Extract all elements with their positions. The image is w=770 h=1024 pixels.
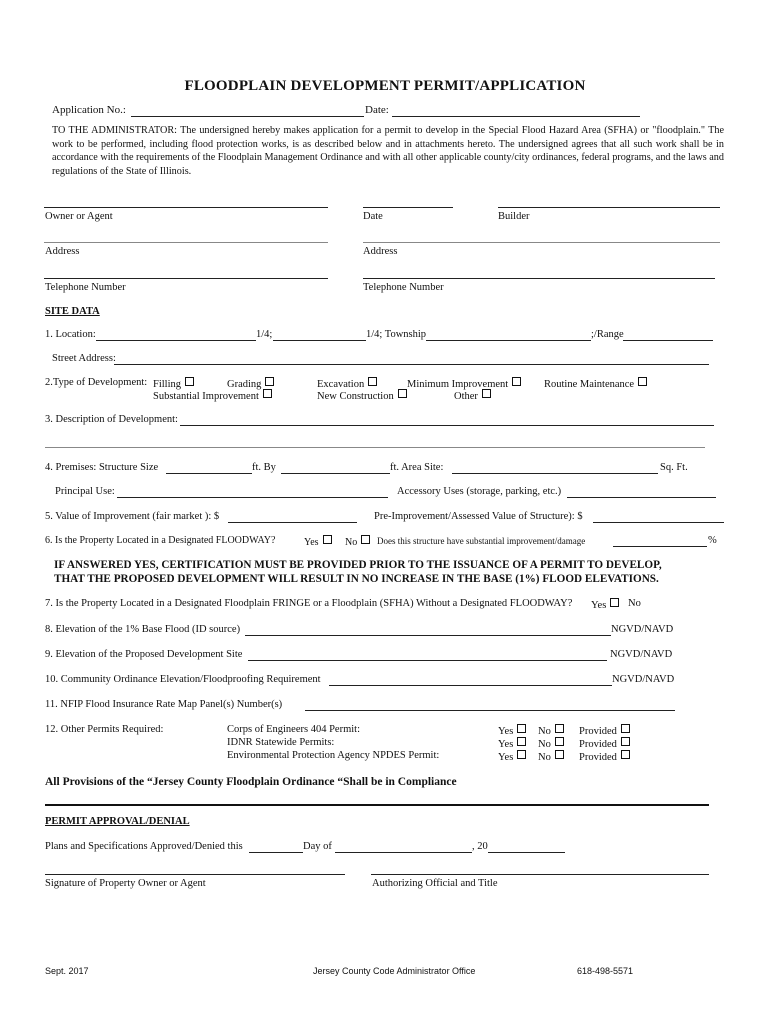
owner-date-field[interactable] [363, 207, 453, 208]
fringe-question: 7. Is the Property Located in a Designated Floodplain FRINGE or a Floodplain (SFHA) Without a Designated FLOODWAY? [45, 598, 573, 609]
floodway-yes-label: Yes [304, 537, 319, 548]
fringe-yes-checkbox[interactable] [610, 598, 619, 607]
description-field-2[interactable] [45, 447, 705, 448]
street-address-field[interactable] [114, 364, 709, 365]
routine-maint-label: Routine Maintenance [544, 379, 635, 390]
floodway-no-label: No [345, 537, 358, 548]
excavation-checkbox[interactable] [368, 377, 377, 386]
permit-npdes-name: Environmental Protection Agency NPDES Permit: [227, 750, 440, 761]
grading-checkbox[interactable] [265, 377, 274, 386]
permit-npdes-provided-checkbox[interactable] [621, 750, 630, 759]
owner-label: Owner or Agent [45, 211, 113, 222]
q8-unit: NGVD/NAVD [611, 624, 674, 635]
owner-phone-field[interactable] [44, 278, 328, 279]
description-label: 3. Description of Development: [45, 414, 178, 425]
description-field-1[interactable] [180, 425, 714, 426]
ft-by-label: ft. By [252, 462, 276, 473]
permit-idnr-no[interactable] [538, 737, 564, 750]
permit-corps-no[interactable] [538, 724, 564, 737]
routine-maint-checkbox[interactable] [638, 377, 647, 386]
substantial-label: Substantial Improvement [153, 391, 259, 402]
filling-label: Filling [153, 379, 182, 390]
official-signature-field[interactable] [371, 874, 709, 875]
fringe-no-label: No [628, 598, 641, 609]
value-label: 5. Value of Improvement (fair market ): $ [45, 511, 220, 522]
principal-use-field[interactable] [117, 497, 388, 498]
permit-corps-no-checkbox[interactable] [555, 724, 564, 733]
other-option[interactable] [454, 389, 491, 402]
township-field[interactable] [426, 340, 591, 341]
q10-label: 10. Community Ordinance Elevation/Floodproofing Requirement [45, 674, 321, 685]
ft-area-label: ft. Area Site: [390, 462, 444, 473]
permit-corps-no-label: No [538, 726, 551, 737]
premises-label: 4. Premises: Structure Size [45, 462, 159, 473]
structure-size-field[interactable] [166, 473, 252, 474]
q9-label: 9. Elevation of the Proposed Development Site [45, 649, 243, 660]
new-construction-label: New Construction [317, 391, 394, 402]
warning-line-2: THAT THE PROPOSED DEVELOPMENT WILL RESULT IN NO INCREASE IN THE BASE (1%) FLOOD ELEVATIONS. [54, 573, 659, 585]
permit-corps-provided[interactable] [579, 724, 630, 737]
q10-field[interactable] [329, 685, 612, 686]
permit-corps-yes-checkbox[interactable] [517, 724, 526, 733]
substantial-option[interactable] [153, 389, 272, 402]
permit-npdes-yes[interactable] [498, 750, 526, 763]
structure-by-field[interactable] [281, 473, 390, 474]
permit-idnr-provided[interactable] [579, 737, 630, 750]
accessory-uses-field[interactable] [567, 497, 716, 498]
fringe-yes-label: Yes [591, 600, 607, 611]
permit-npdes-yes-checkbox[interactable] [517, 750, 526, 759]
value-field[interactable] [228, 522, 357, 523]
application-no-field[interactable] [131, 116, 364, 117]
warning-line-1: IF ANSWERED YES, CERTIFICATION MUST BE PROVIDED PRIOR TO THE ISSUANCE OF A PERMIT TO DEVELOP, [54, 559, 662, 571]
location-field-1[interactable] [96, 340, 256, 341]
fringe-yes-option[interactable] [591, 598, 619, 611]
street-address-label: Street Address: [52, 353, 116, 364]
builder-phone-label: Telephone Number [363, 282, 444, 293]
principal-use-label: Principal Use: [55, 486, 115, 497]
intro-paragraph: TO THE ADMINISTRATOR: The undersigned hereby makes application for a permit to develop in the Special Flood Hazard Area (SFHA) or "floodplain." The work to be performed, including flood protection works, is as described below and in attachments hereto. The undersigned agrees that all such work shall be in accordance with the requirements of the Floodplain Management Ordinance and with all other applicable county/city ordinances, federal programs, and the laws and regulations of the State of Illinois. [52, 125, 724, 177]
builder-address-label: Address [363, 246, 398, 257]
footer-date: Sept. 2017 [45, 966, 89, 976]
pre-value-label: Pre-Improvement/Assessed Value of Structure): $ [374, 511, 583, 522]
permit-corps-provided-checkbox[interactable] [621, 724, 630, 733]
builder-label: Builder [498, 211, 530, 222]
permit-idnr-no-label: No [538, 739, 551, 750]
builder-phone-field[interactable] [363, 278, 715, 279]
q11-field[interactable] [305, 710, 675, 711]
area-site-field[interactable] [452, 473, 658, 474]
permit-idnr-yes-label: Yes [498, 739, 514, 750]
damage-field[interactable] [613, 546, 707, 547]
day-of-label: Day of [303, 841, 332, 852]
footer-phone: 618-498-5571 [577, 966, 634, 976]
permit-corps-name: Corps of Engineers 404 Permit: [227, 724, 360, 735]
permit-npdes-no-label: No [538, 752, 551, 763]
date-field[interactable] [392, 116, 640, 117]
excavation-label: Excavation [317, 379, 365, 390]
min-improvement-checkbox[interactable] [512, 377, 521, 386]
owner-signature-label: Signature of Property Owner or Agent [45, 878, 206, 889]
permit-corps-yes-label: Yes [498, 726, 514, 737]
approval-heading: PERMIT APPROVAL/DENIAL [45, 816, 190, 827]
permit-npdes-no-checkbox[interactable] [555, 750, 564, 759]
compliance-statement: All Provisions of the “Jersey County Floodplain Ordinance “Shall be in Compliance [45, 776, 457, 788]
quarter-township-label: 1/4; Township [366, 329, 427, 340]
other-label: Other [454, 391, 478, 402]
q8-label: 8. Elevation of the 1% Base Flood (ID source) [45, 624, 241, 635]
approval-year-field[interactable] [488, 852, 565, 853]
permit-corps-yes[interactable] [498, 724, 526, 737]
range-label: ;/Range [591, 329, 624, 340]
permit-npdes-no[interactable] [538, 750, 564, 763]
footer-office: Jersey County Code Administrator Office [313, 966, 476, 976]
permit-idnr-no-checkbox[interactable] [555, 737, 564, 746]
year-prefix-label: , 20 [472, 841, 488, 852]
form-title: FLOODPLAIN DEVELOPMENT PERMIT/APPLICATION [184, 78, 586, 94]
owner-field[interactable] [44, 207, 328, 208]
pre-value-field[interactable] [593, 522, 724, 523]
q9-field[interactable] [248, 660, 607, 661]
q8-field[interactable] [245, 635, 611, 636]
min-improvement-label: Minimum Improvement [407, 379, 509, 390]
q9-unit: NGVD/NAVD [610, 649, 673, 660]
q12-label: 12. Other Permits Required: [45, 724, 164, 735]
percent-label: % [708, 535, 717, 546]
permit-idnr-yes-checkbox[interactable] [517, 737, 526, 746]
accessory-uses-label: Accessory Uses (storage, parking, etc.) [397, 486, 562, 497]
q11-label: 11. NFIP Flood Insurance Rate Map Panel(s) Number(s) [45, 699, 283, 710]
approval-month-field[interactable] [335, 852, 472, 853]
permit-npdes-yes-label: Yes [498, 752, 514, 763]
owner-phone-label: Telephone Number [45, 282, 126, 293]
range-field[interactable] [623, 340, 713, 341]
grading-label: Grading [227, 379, 262, 390]
q10-unit: NGVD/NAVD [612, 674, 675, 685]
location-field-2[interactable] [273, 340, 366, 341]
filling-checkbox[interactable] [185, 377, 194, 386]
permit-idnr-provided-label: Provided [579, 739, 617, 750]
routine-maint-option[interactable] [544, 377, 647, 390]
permit-corps-provided-label: Provided [579, 726, 617, 737]
floodway-question: 6. Is the Property Located in a Designated FLOODWAY? [45, 535, 276, 546]
other-checkbox[interactable] [482, 389, 491, 398]
site-data-heading: SITE DATA [45, 306, 100, 317]
owner-address-label: Address [45, 246, 80, 257]
application-no-label: Application No.: [52, 104, 126, 116]
permit-npdes-provided[interactable] [579, 750, 630, 763]
location-label: 1. Location: [45, 329, 96, 340]
new-construction-option[interactable] [317, 389, 407, 402]
floodway-yes-option[interactable] [304, 535, 332, 548]
section-divider [45, 804, 709, 806]
permit-npdes-provided-label: Provided [579, 752, 617, 763]
floodway-no-option[interactable] [345, 535, 370, 548]
dev-type-label: 2.Type of Development: [45, 377, 148, 388]
new-construction-checkbox[interactable] [398, 389, 407, 398]
floodway-no-checkbox[interactable] [361, 535, 370, 544]
owner-address-field[interactable] [44, 242, 328, 243]
owner-signature-field[interactable] [45, 874, 345, 875]
approval-day-field[interactable] [249, 852, 303, 853]
builder-field[interactable] [498, 207, 720, 208]
permit-idnr-name: IDNR Statewide Permits: [227, 737, 335, 748]
sqft-label: Sq. Ft. [660, 462, 688, 473]
quarter-label-1: 1/4; [256, 329, 273, 340]
substantial-checkbox[interactable] [263, 389, 272, 398]
builder-address-field[interactable] [363, 242, 720, 243]
official-signature-label: Authorizing Official and Title [372, 878, 498, 889]
damage-question: Does this structure have substantial improvement/damage [377, 536, 586, 546]
owner-date-label: Date [363, 211, 383, 222]
date-label: Date: [365, 104, 389, 116]
permit-idnr-yes[interactable] [498, 737, 526, 750]
permit-idnr-provided-checkbox[interactable] [621, 737, 630, 746]
floodway-yes-checkbox[interactable] [323, 535, 332, 544]
plans-label: Plans and Specifications Approved/Denied this [45, 841, 243, 852]
